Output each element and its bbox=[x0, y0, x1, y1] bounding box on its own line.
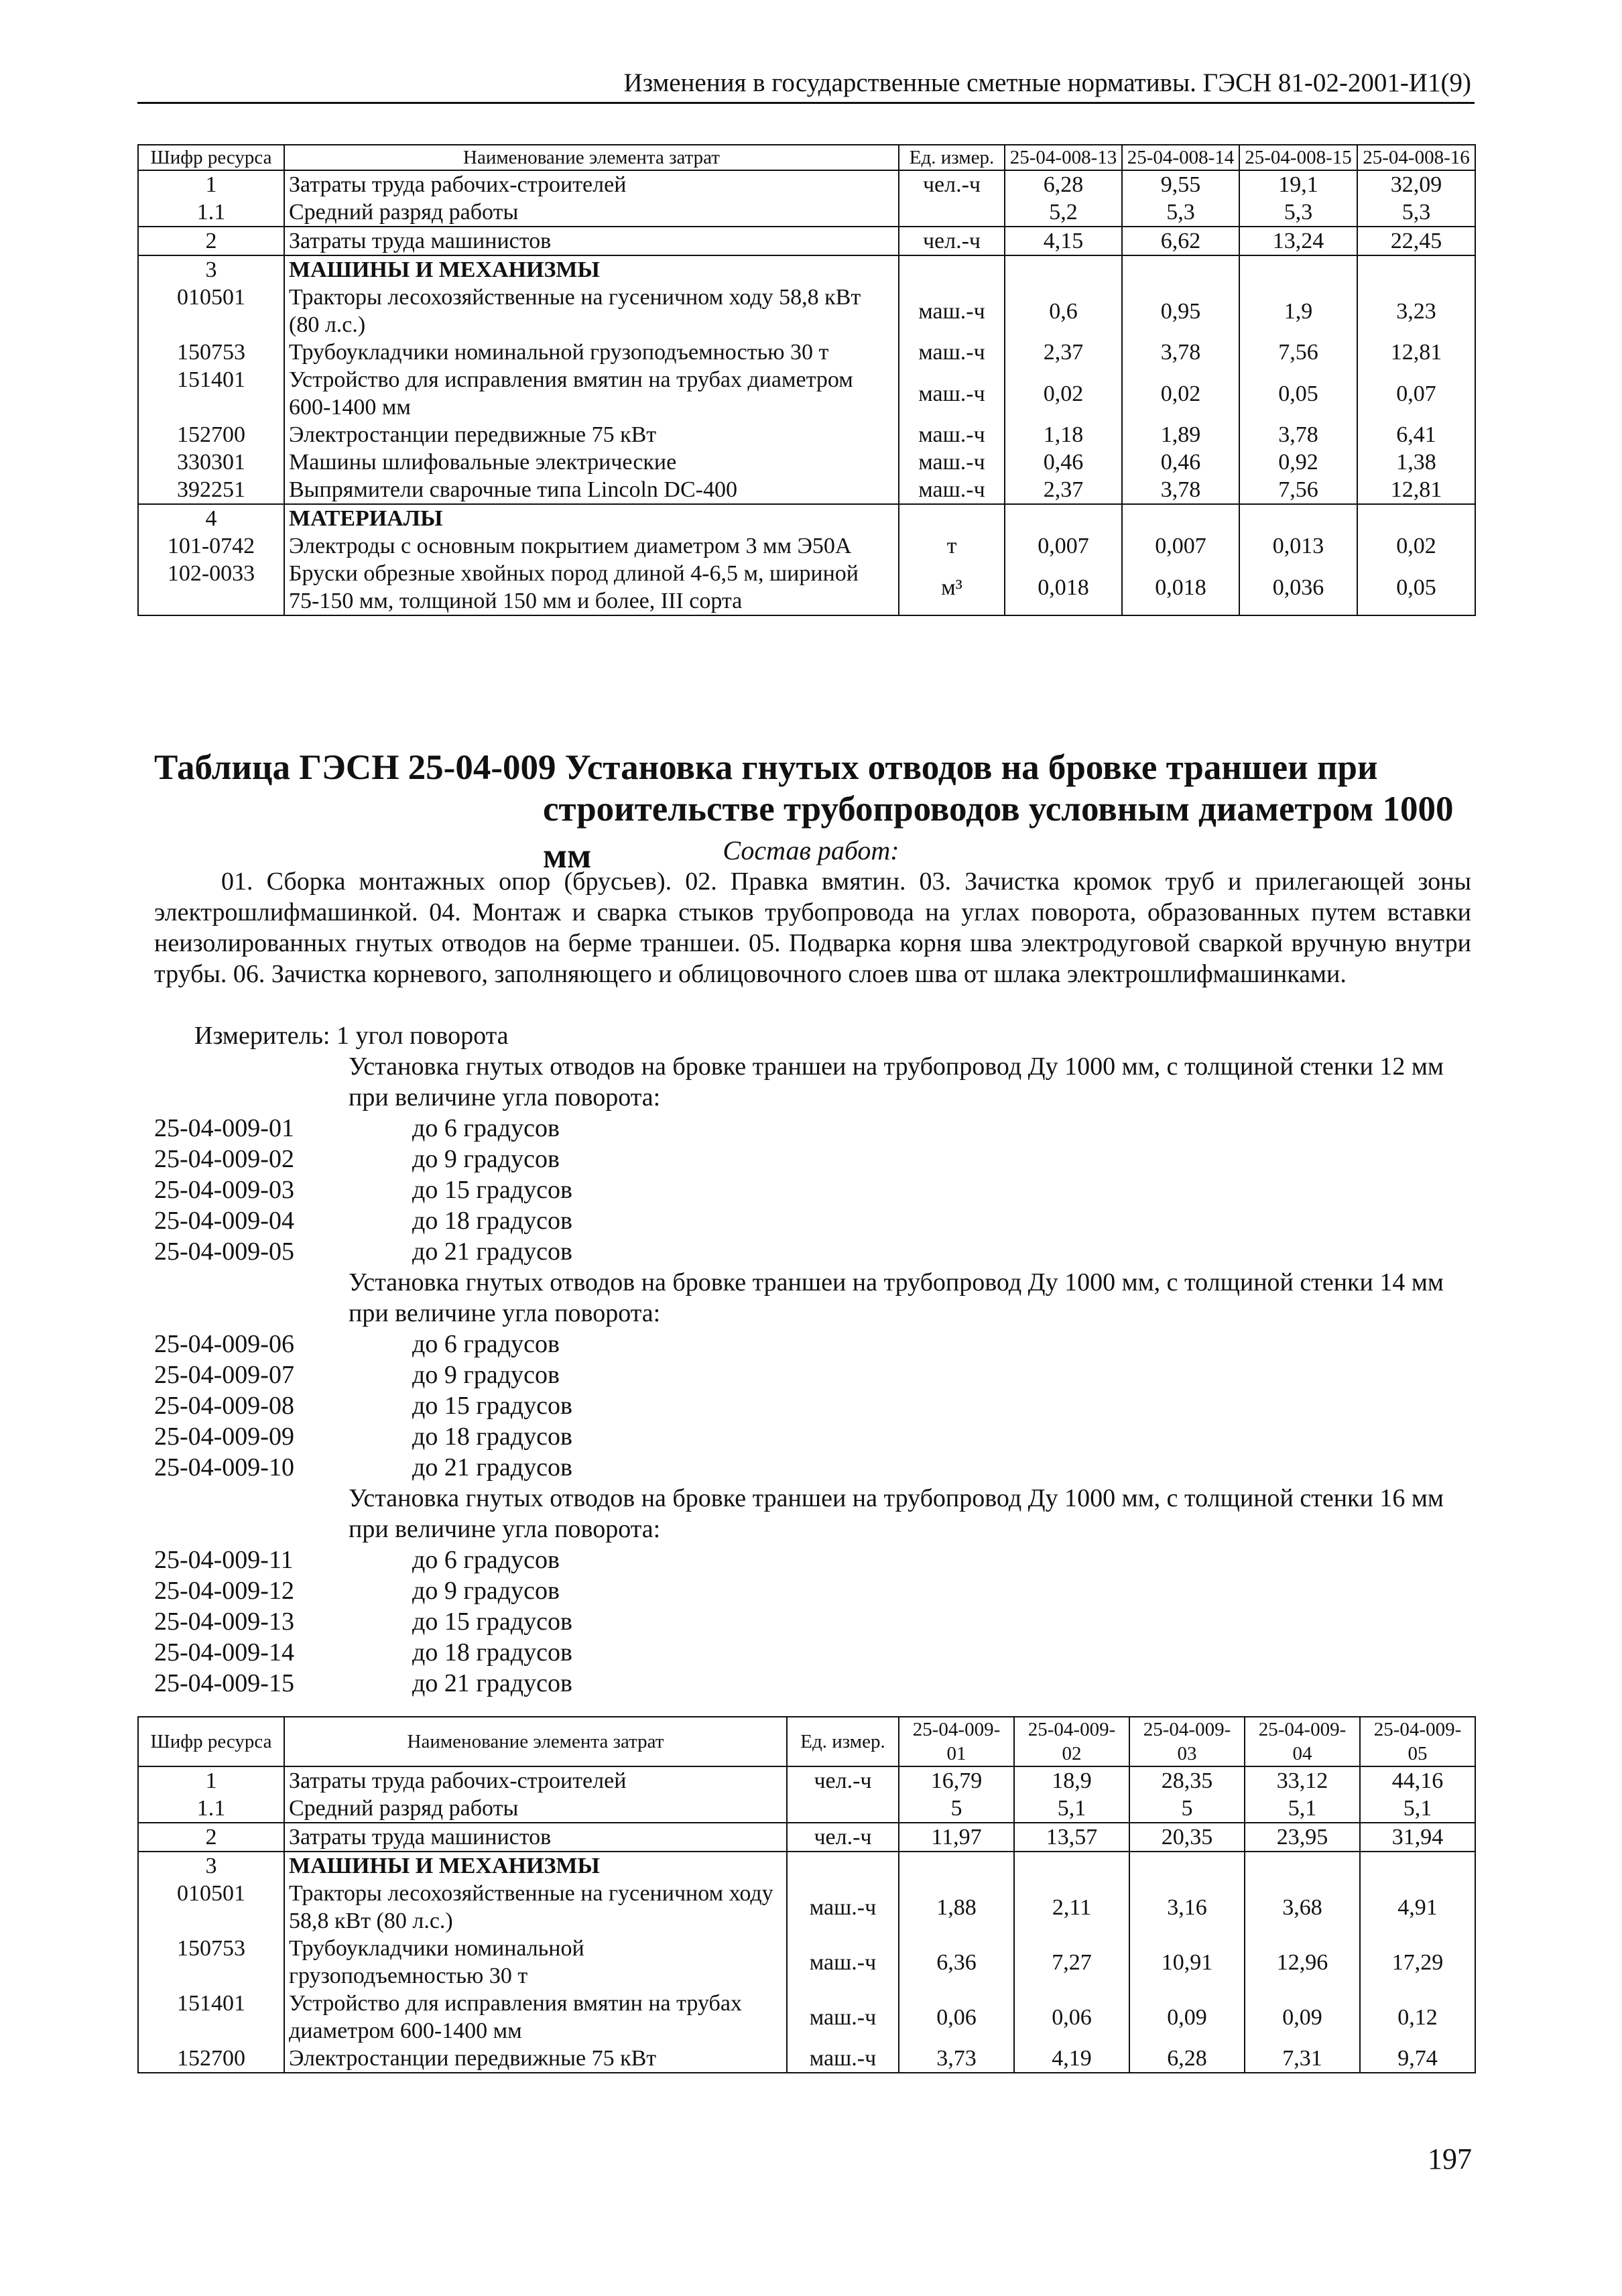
norm-description: до 15 градусов bbox=[412, 1392, 572, 1420]
norm-value bbox=[899, 1852, 1014, 1880]
list-item bbox=[154, 1144, 1475, 1174]
resource-name: Трубоукладчики номинальной грузоподъемностью 30 т bbox=[284, 339, 899, 366]
list-item bbox=[154, 1606, 1475, 1637]
norm-value: 1,18 bbox=[1005, 421, 1122, 448]
norm-value: 0,05 bbox=[1239, 366, 1357, 421]
norm-value: 0,05 bbox=[1357, 560, 1475, 615]
norm-value: 0,09 bbox=[1129, 1990, 1245, 2045]
resource-unit: чел.-ч bbox=[787, 1766, 899, 1795]
norm-value bbox=[1129, 1852, 1245, 1880]
col-norm-header: 25-04-009-05 bbox=[1360, 1717, 1475, 1766]
table-header-row bbox=[138, 145, 1475, 170]
norm-value: 3,73 bbox=[899, 2045, 1014, 2073]
table-row bbox=[138, 560, 1475, 615]
col-name-header: Наименование элемента затрат bbox=[284, 145, 899, 170]
resource-name: Тракторы лесохозяйственные на гусеничном ходу 58,8 кВт (80 л.с.) bbox=[284, 284, 899, 339]
norm-value: 0,02 bbox=[1357, 532, 1475, 560]
norm-code: 25-04-009-09 bbox=[154, 1423, 294, 1451]
resource-name: Устройство для исправления вмятин на трубах диаметром 600-1400 мм bbox=[284, 366, 899, 421]
norm-value: 13,24 bbox=[1239, 227, 1357, 255]
list-item bbox=[154, 1668, 1475, 1699]
table-row bbox=[138, 198, 1475, 227]
resource-code: 151401 bbox=[138, 366, 284, 421]
resource-name: Затраты труда машинистов bbox=[284, 1823, 787, 1852]
resource-name: Выпрямители сварочные типа Lincoln DC-400 bbox=[284, 476, 899, 504]
norm-list bbox=[154, 1051, 1475, 1699]
norm-value bbox=[1360, 1852, 1475, 1880]
table-row bbox=[138, 227, 1475, 255]
resource-code: 010501 bbox=[138, 1880, 284, 1935]
norm-description: до 21 градусов bbox=[412, 1237, 572, 1266]
resource-unit bbox=[899, 255, 1005, 284]
norm-code: 25-04-009-07 bbox=[154, 1361, 294, 1389]
col-name-header: Наименование элемента затрат bbox=[284, 1717, 787, 1766]
table-row bbox=[138, 2045, 1475, 2073]
norm-code: 25-04-009-13 bbox=[154, 1608, 294, 1636]
col-norm-header: 25-04-008-15 bbox=[1239, 145, 1357, 170]
resource-code: 2 bbox=[138, 1823, 284, 1852]
resource-name: МАШИНЫ И МЕХАНИЗМЫ bbox=[284, 255, 899, 284]
composition-text: 01. Сборка монтажных опор (брусьев). 02. Правка вмятин. 03. Зачистка кромок труб и прилегающей зоны электрошлифмашинкой. 04. Монтаж и сварка стыков трубопровода на углах поворота, образованных путем вставки неизолированных гнутых отводов на берме траншеи. 05. Подварка корня шва электродуговой сваркой вручную внутри трубы. 06. Зачистка корневого, заполняющего и облицовочного слоев шва от шлака электрошлифмашинками. bbox=[154, 867, 1471, 988]
col-code-header: Шифр ресурса bbox=[138, 145, 284, 170]
table-row bbox=[138, 1880, 1475, 1935]
norm-code: 25-04-009-15 bbox=[154, 1669, 294, 1697]
col-code-header: Шифр ресурса bbox=[138, 1717, 284, 1766]
norm-value: 9,74 bbox=[1360, 2045, 1475, 2073]
norm-value: 5,1 bbox=[1360, 1795, 1475, 1823]
resource-name: Устройство для исправления вмятин на трубах диаметром 600-1400 мм bbox=[284, 1990, 787, 2045]
norm-value: 12,81 bbox=[1357, 339, 1475, 366]
resource-name: Электростанции передвижные 75 кВт bbox=[284, 2045, 787, 2073]
table-row bbox=[138, 366, 1475, 421]
norm-value: 7,56 bbox=[1239, 339, 1357, 366]
norm-value bbox=[1005, 255, 1122, 284]
norm-value: 3,78 bbox=[1239, 421, 1357, 448]
table-row bbox=[138, 284, 1475, 339]
resource-unit bbox=[899, 198, 1005, 227]
norm-value: 0,06 bbox=[899, 1990, 1014, 2045]
norm-description: до 6 градусов bbox=[412, 1114, 560, 1142]
composition-label: Состав работ: bbox=[723, 835, 899, 865]
norm-value: 3,16 bbox=[1129, 1880, 1245, 1935]
resource-code: 1 bbox=[138, 170, 284, 198]
norm-value: 1,88 bbox=[899, 1880, 1014, 1935]
table-row bbox=[138, 1823, 1475, 1852]
table-row bbox=[138, 255, 1475, 284]
norm-value: 6,36 bbox=[899, 1935, 1014, 1990]
col-unit-header: Ед. измер. bbox=[787, 1717, 899, 1766]
norm-value: 6,28 bbox=[1129, 2045, 1245, 2073]
norm-value: 12,96 bbox=[1245, 1935, 1360, 1990]
norm-value: 28,35 bbox=[1129, 1766, 1245, 1795]
norm-description: до 9 градусов bbox=[412, 1577, 560, 1605]
norm-value: 12,81 bbox=[1357, 476, 1475, 504]
norm-code: 25-04-009-12 bbox=[154, 1577, 294, 1605]
norm-value: 0,07 bbox=[1357, 366, 1475, 421]
page-number: 197 bbox=[1428, 2142, 1472, 2175]
norm-value: 5,3 bbox=[1357, 198, 1475, 227]
resource-code: 101-0742 bbox=[138, 532, 284, 560]
norm-value bbox=[1357, 255, 1475, 284]
norm-value: 0,46 bbox=[1005, 448, 1122, 476]
resource-code: 151401 bbox=[138, 1990, 284, 2045]
resource-unit: чел.-ч bbox=[899, 170, 1005, 198]
norm-value bbox=[1005, 504, 1122, 532]
list-item bbox=[154, 1421, 1475, 1452]
norm-description: до 15 градусов bbox=[412, 1608, 572, 1636]
norm-value: 3,78 bbox=[1122, 339, 1239, 366]
norm-value: 44,16 bbox=[1360, 1766, 1475, 1795]
norm-value: 7,31 bbox=[1245, 2045, 1360, 2073]
norm-value: 3,68 bbox=[1245, 1880, 1360, 1935]
norm-description: до 6 градусов bbox=[412, 1546, 560, 1574]
norm-value: 1,89 bbox=[1122, 421, 1239, 448]
norm-value: 0,013 bbox=[1239, 532, 1357, 560]
resource-unit bbox=[787, 1795, 899, 1823]
norm-value: 4,19 bbox=[1014, 2045, 1129, 2073]
resource-unit: чел.-ч bbox=[899, 227, 1005, 255]
resource-name: Затраты труда рабочих-строителей bbox=[284, 1766, 787, 1795]
norm-description: до 15 градусов bbox=[412, 1176, 572, 1204]
resource-name: Бруски обрезные хвойных пород длиной 4-6,5 м, шириной 75-150 мм, толщиной 150 мм и более, III сорта bbox=[284, 560, 899, 615]
norm-value: 0,46 bbox=[1122, 448, 1239, 476]
norm-value bbox=[1014, 1852, 1129, 1880]
group-heading: Установка гнутых отводов на бровке траншеи на трубопровод Ду 1000 мм, с толщиной стенки 14 мм при величине угла поворота: bbox=[349, 1268, 1444, 1327]
resource-unit: чел.-ч bbox=[787, 1823, 899, 1852]
resource-unit: маш.-ч bbox=[899, 476, 1005, 504]
table-row bbox=[138, 532, 1475, 560]
norm-code: 25-04-009-01 bbox=[154, 1114, 294, 1142]
resource-unit: маш.-ч bbox=[787, 1990, 899, 2045]
running-header: Изменения в государственные сметные нормативы. ГЭСН 81-02-2001-И1(9) bbox=[623, 68, 1471, 97]
col-norm-header: 25-04-009-04 bbox=[1245, 1717, 1360, 1766]
norm-value: 0,018 bbox=[1005, 560, 1122, 615]
col-norm-header: 25-04-008-13 bbox=[1005, 145, 1122, 170]
norm-value bbox=[1245, 1852, 1360, 1880]
norm-value: 10,91 bbox=[1129, 1935, 1245, 1990]
list-item bbox=[154, 1390, 1475, 1421]
table-title-line2: строительстве трубопроводов условным диаметром 1000 мм bbox=[543, 790, 1454, 875]
norm-value: 32,09 bbox=[1357, 170, 1475, 198]
list-item bbox=[154, 1113, 1475, 1144]
norm-value: 18,9 bbox=[1014, 1766, 1129, 1795]
norm-value: 22,45 bbox=[1357, 227, 1475, 255]
resource-code: 4 bbox=[138, 504, 284, 532]
norm-value: 5,3 bbox=[1122, 198, 1239, 227]
resource-unit bbox=[787, 1852, 899, 1880]
norm-value: 9,55 bbox=[1122, 170, 1239, 198]
resource-name: Тракторы лесохозяйственные на гусеничном ходу 58,8 кВт (80 л.с.) bbox=[284, 1880, 787, 1935]
norm-value bbox=[1122, 255, 1239, 284]
resource-table-008 bbox=[137, 144, 1476, 616]
resource-unit: маш.-ч bbox=[899, 284, 1005, 339]
resource-code: 330301 bbox=[138, 448, 284, 476]
resource-code: 392251 bbox=[138, 476, 284, 504]
list-item bbox=[154, 1174, 1475, 1205]
resource-code: 150753 bbox=[138, 339, 284, 366]
resource-table-009 bbox=[137, 1716, 1476, 2073]
resource-name: Затраты труда машинистов bbox=[284, 227, 899, 255]
col-unit-header: Ед. измер. bbox=[899, 145, 1005, 170]
norm-code: 25-04-009-06 bbox=[154, 1330, 294, 1358]
norm-value: 5 bbox=[899, 1795, 1014, 1823]
list-item bbox=[154, 1329, 1475, 1360]
norm-value: 17,29 bbox=[1360, 1935, 1475, 1990]
norm-description: до 21 градусов bbox=[412, 1453, 572, 1482]
norm-description: до 9 градусов bbox=[412, 1145, 560, 1173]
table-row bbox=[138, 421, 1475, 448]
resource-unit: маш.-ч bbox=[899, 339, 1005, 366]
list-item bbox=[154, 1575, 1475, 1606]
resource-name: Трубоукладчики номинальной грузоподъемностью 30 т bbox=[284, 1935, 787, 1990]
norm-value: 2,11 bbox=[1014, 1880, 1129, 1935]
norm-value: 0,018 bbox=[1122, 560, 1239, 615]
resource-code: 010501 bbox=[138, 284, 284, 339]
resource-unit: маш.-ч bbox=[787, 1880, 899, 1935]
norm-value: 2,37 bbox=[1005, 476, 1122, 504]
norm-value: 6,62 bbox=[1122, 227, 1239, 255]
norm-value: 0,95 bbox=[1122, 284, 1239, 339]
norm-description: до 18 градусов bbox=[412, 1638, 572, 1667]
norm-value: 13,57 bbox=[1014, 1823, 1129, 1852]
resource-code: 1 bbox=[138, 1766, 284, 1795]
resource-name: Электроды с основным покрытием диаметром 3 мм Э50А bbox=[284, 532, 899, 560]
norm-value: 0,92 bbox=[1239, 448, 1357, 476]
table-title-line1: Таблица ГЭСН 25-04-009 Установка гнутых отводов на бровке траншеи при bbox=[154, 748, 1378, 787]
norm-value: 19,1 bbox=[1239, 170, 1357, 198]
resource-code: 150753 bbox=[138, 1935, 284, 1990]
norm-value: 5,1 bbox=[1014, 1795, 1129, 1823]
table-header-row bbox=[138, 1717, 1475, 1766]
table-row bbox=[138, 170, 1475, 198]
norm-value: 0,09 bbox=[1245, 1990, 1360, 2045]
norm-code: 25-04-009-04 bbox=[154, 1207, 294, 1235]
list-item bbox=[154, 1452, 1475, 1483]
norm-value: 16,79 bbox=[899, 1766, 1014, 1795]
resource-code: 152700 bbox=[138, 421, 284, 448]
resource-code: 3 bbox=[138, 255, 284, 284]
list-item bbox=[154, 1545, 1475, 1575]
col-norm-header: 25-04-008-14 bbox=[1122, 145, 1239, 170]
table-row bbox=[138, 448, 1475, 476]
norm-value bbox=[1122, 504, 1239, 532]
resource-name: МАТЕРИАЛЫ bbox=[284, 504, 899, 532]
table-row bbox=[138, 504, 1475, 532]
list-item bbox=[154, 1637, 1475, 1668]
resource-code: 152700 bbox=[138, 2045, 284, 2073]
header-rule bbox=[137, 102, 1475, 104]
norm-value: 4,91 bbox=[1360, 1880, 1475, 1935]
resource-name: Средний разряд работы bbox=[284, 198, 899, 227]
norm-value: 11,97 bbox=[899, 1823, 1014, 1852]
norm-value: 31,94 bbox=[1360, 1823, 1475, 1852]
norm-description: до 21 градусов bbox=[412, 1669, 572, 1697]
norm-value: 3,23 bbox=[1357, 284, 1475, 339]
resource-name: Затраты труда рабочих-строителей bbox=[284, 170, 899, 198]
table-row bbox=[138, 1795, 1475, 1823]
resource-code: 1.1 bbox=[138, 198, 284, 227]
table-row bbox=[138, 339, 1475, 366]
norm-value: 23,95 bbox=[1245, 1823, 1360, 1852]
norm-value: 6,28 bbox=[1005, 170, 1122, 198]
norm-value: 7,56 bbox=[1239, 476, 1357, 504]
table-row bbox=[138, 476, 1475, 504]
list-item bbox=[154, 1360, 1475, 1390]
resource-unit: маш.-ч bbox=[899, 366, 1005, 421]
list-item bbox=[154, 1236, 1475, 1267]
resource-unit: маш.-ч bbox=[899, 448, 1005, 476]
norm-value: 2,37 bbox=[1005, 339, 1122, 366]
norm-value: 20,35 bbox=[1129, 1823, 1245, 1852]
norm-value: 0,6 bbox=[1005, 284, 1122, 339]
norm-value bbox=[1239, 255, 1357, 284]
norm-description: до 18 градусов bbox=[412, 1207, 572, 1235]
norm-value: 0,036 bbox=[1239, 560, 1357, 615]
resource-name: Средний разряд работы bbox=[284, 1795, 787, 1823]
col-norm-header: 25-04-009-01 bbox=[899, 1717, 1014, 1766]
norm-description: до 9 градусов bbox=[412, 1361, 560, 1389]
norm-value: 0,02 bbox=[1122, 366, 1239, 421]
table-row bbox=[138, 1852, 1475, 1880]
col-norm-header: 25-04-008-16 bbox=[1357, 145, 1475, 170]
norm-description: до 6 градусов bbox=[412, 1330, 560, 1358]
norm-value: 6,41 bbox=[1357, 421, 1475, 448]
norm-description: до 18 градусов bbox=[412, 1423, 572, 1451]
list-item bbox=[154, 1205, 1475, 1236]
norm-code: 25-04-009-02 bbox=[154, 1145, 294, 1173]
norm-value: 1,38 bbox=[1357, 448, 1475, 476]
norm-code: 25-04-009-08 bbox=[154, 1392, 294, 1420]
norm-code: 25-04-009-11 bbox=[154, 1546, 294, 1574]
resource-code: 3 bbox=[138, 1852, 284, 1880]
norm-value: 5,3 bbox=[1239, 198, 1357, 227]
resource-unit: м³ bbox=[899, 560, 1005, 615]
norm-value: 0,12 bbox=[1360, 1990, 1475, 2045]
table-row bbox=[138, 1766, 1475, 1795]
norm-value: 33,12 bbox=[1245, 1766, 1360, 1795]
group-heading: Установка гнутых отводов на бровке траншеи на трубопровод Ду 1000 мм, с толщиной стенки 16 мм при величине угла поворота: bbox=[349, 1484, 1444, 1543]
col-norm-header: 25-04-009-02 bbox=[1014, 1717, 1129, 1766]
norm-value: 0,007 bbox=[1005, 532, 1122, 560]
resource-unit: маш.-ч bbox=[787, 2045, 899, 2073]
norm-code: 25-04-009-03 bbox=[154, 1176, 294, 1204]
resource-code: 1.1 bbox=[138, 1795, 284, 1823]
norm-code: 25-04-009-10 bbox=[154, 1453, 294, 1482]
resource-name: МАШИНЫ И МЕХАНИЗМЫ bbox=[284, 1852, 787, 1880]
measure-unit: Измеритель: 1 угол поворота bbox=[194, 1022, 509, 1050]
norm-value: 0,06 bbox=[1014, 1990, 1129, 2045]
col-norm-header: 25-04-009-03 bbox=[1129, 1717, 1245, 1766]
resource-code: 2 bbox=[138, 227, 284, 255]
group-heading: Установка гнутых отводов на бровке траншеи на трубопровод Ду 1000 мм, с толщиной стенки 12 мм при величине угла поворота: bbox=[349, 1052, 1444, 1111]
norm-value: 5,1 bbox=[1245, 1795, 1360, 1823]
norm-code: 25-04-009-14 bbox=[154, 1638, 294, 1667]
resource-unit: т bbox=[899, 532, 1005, 560]
table-row bbox=[138, 1935, 1475, 1990]
norm-value: 5 bbox=[1129, 1795, 1245, 1823]
norm-value: 5,2 bbox=[1005, 198, 1122, 227]
resource-unit: маш.-ч bbox=[787, 1935, 899, 1990]
norm-value bbox=[1239, 504, 1357, 532]
norm-value: 3,78 bbox=[1122, 476, 1239, 504]
norm-value bbox=[1357, 504, 1475, 532]
table-row bbox=[138, 1990, 1475, 2045]
resource-unit: маш.-ч bbox=[899, 421, 1005, 448]
resource-name: Машины шлифовальные электрические bbox=[284, 448, 899, 476]
norm-value: 4,15 bbox=[1005, 227, 1122, 255]
norm-value: 1,9 bbox=[1239, 284, 1357, 339]
resource-name: Электростанции передвижные 75 кВт bbox=[284, 421, 899, 448]
resource-code: 102-0033 bbox=[138, 560, 284, 615]
resource-unit bbox=[899, 504, 1005, 532]
norm-value: 0,007 bbox=[1122, 532, 1239, 560]
norm-code: 25-04-009-05 bbox=[154, 1237, 294, 1266]
norm-value: 7,27 bbox=[1014, 1935, 1129, 1990]
norm-value: 0,02 bbox=[1005, 366, 1122, 421]
